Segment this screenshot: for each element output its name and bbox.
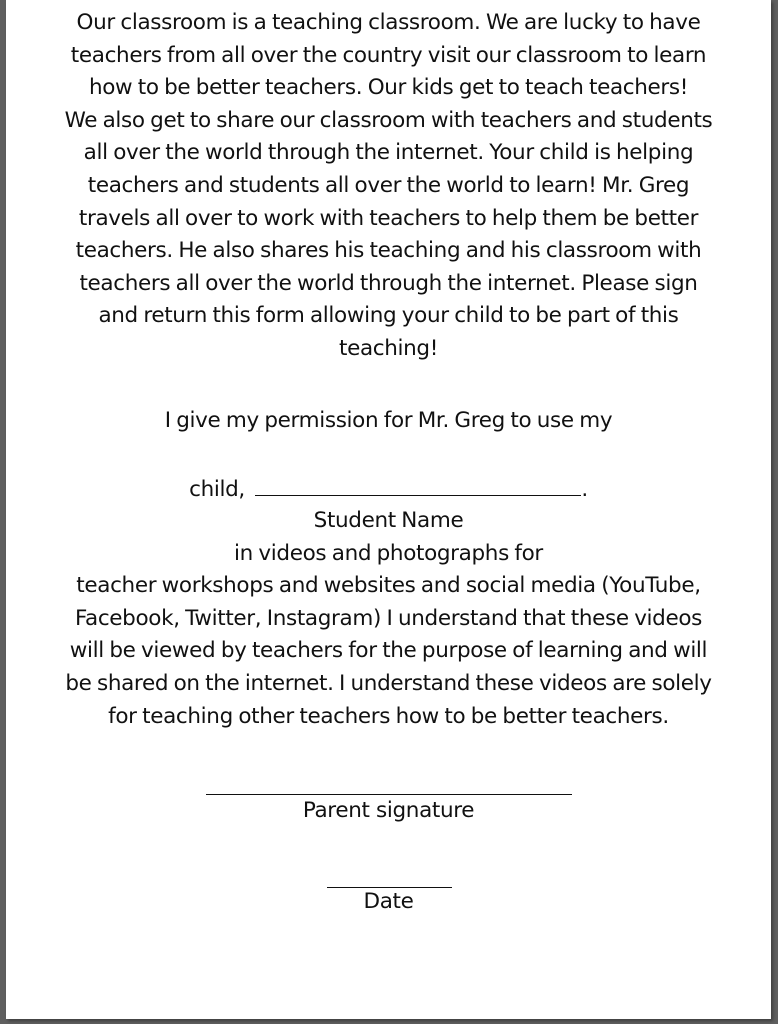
permission-line: Facebook, Twitter, Instagram) I understand that these videos [74,605,703,631]
student-name-blank[interactable] [255,471,581,496]
intro-line: teachers from all over the country visit our classroom to learn [70,42,707,68]
intro-line: Our classroom is a teaching classroom. We are lucky to have [76,10,701,35]
parent-signature-label: Parent signature [302,798,475,823]
date-label: Date [363,889,414,914]
permission-line: teacher workshops and websites and social media (YouTube, [76,573,701,599]
student-name-caption: Student Name [313,508,464,533]
intro-line: teachers all over the world through the internet. Please sign [79,270,698,296]
child-name-row [6,471,771,506]
intro-line: teachers. He also shares his teaching and his classroom with [75,238,702,264]
permission-paragraph [16,505,761,733]
intro-line: teachers and students all over the world to learn! Mr. Greg [87,172,690,198]
intro-line: all over the world through the internet. Your child is helping [83,140,694,166]
permission-form-page [6,0,771,1019]
child-suffix: . [581,477,588,502]
consent-statement [16,405,761,438]
intro-line: teaching! [339,335,438,361]
child-prefix: child, [189,477,245,502]
intro-line: and return this form allowing your child to be part of this [98,303,679,329]
parent-signature-line[interactable] [206,794,572,795]
date-line[interactable] [327,887,452,888]
intro-line: how to be better teachers. Our kids get to teach teachers! [88,75,689,101]
intro-paragraph [16,7,761,366]
permission-line: be shared on the internet. I understand these videos are solely [65,670,712,696]
permission-line: for teaching other teachers how to be better teachers. [108,703,669,729]
intro-line: travels all over to work with teachers to help them be better [78,205,699,231]
consent-line: I give my permission for Mr. Greg to use my [164,408,613,433]
permission-line: in videos and photographs for [234,540,543,566]
intro-line: We also get to share our classroom with teachers and students [64,107,713,133]
permission-line: will be viewed by teachers for the purpose of learning and will [69,638,708,664]
